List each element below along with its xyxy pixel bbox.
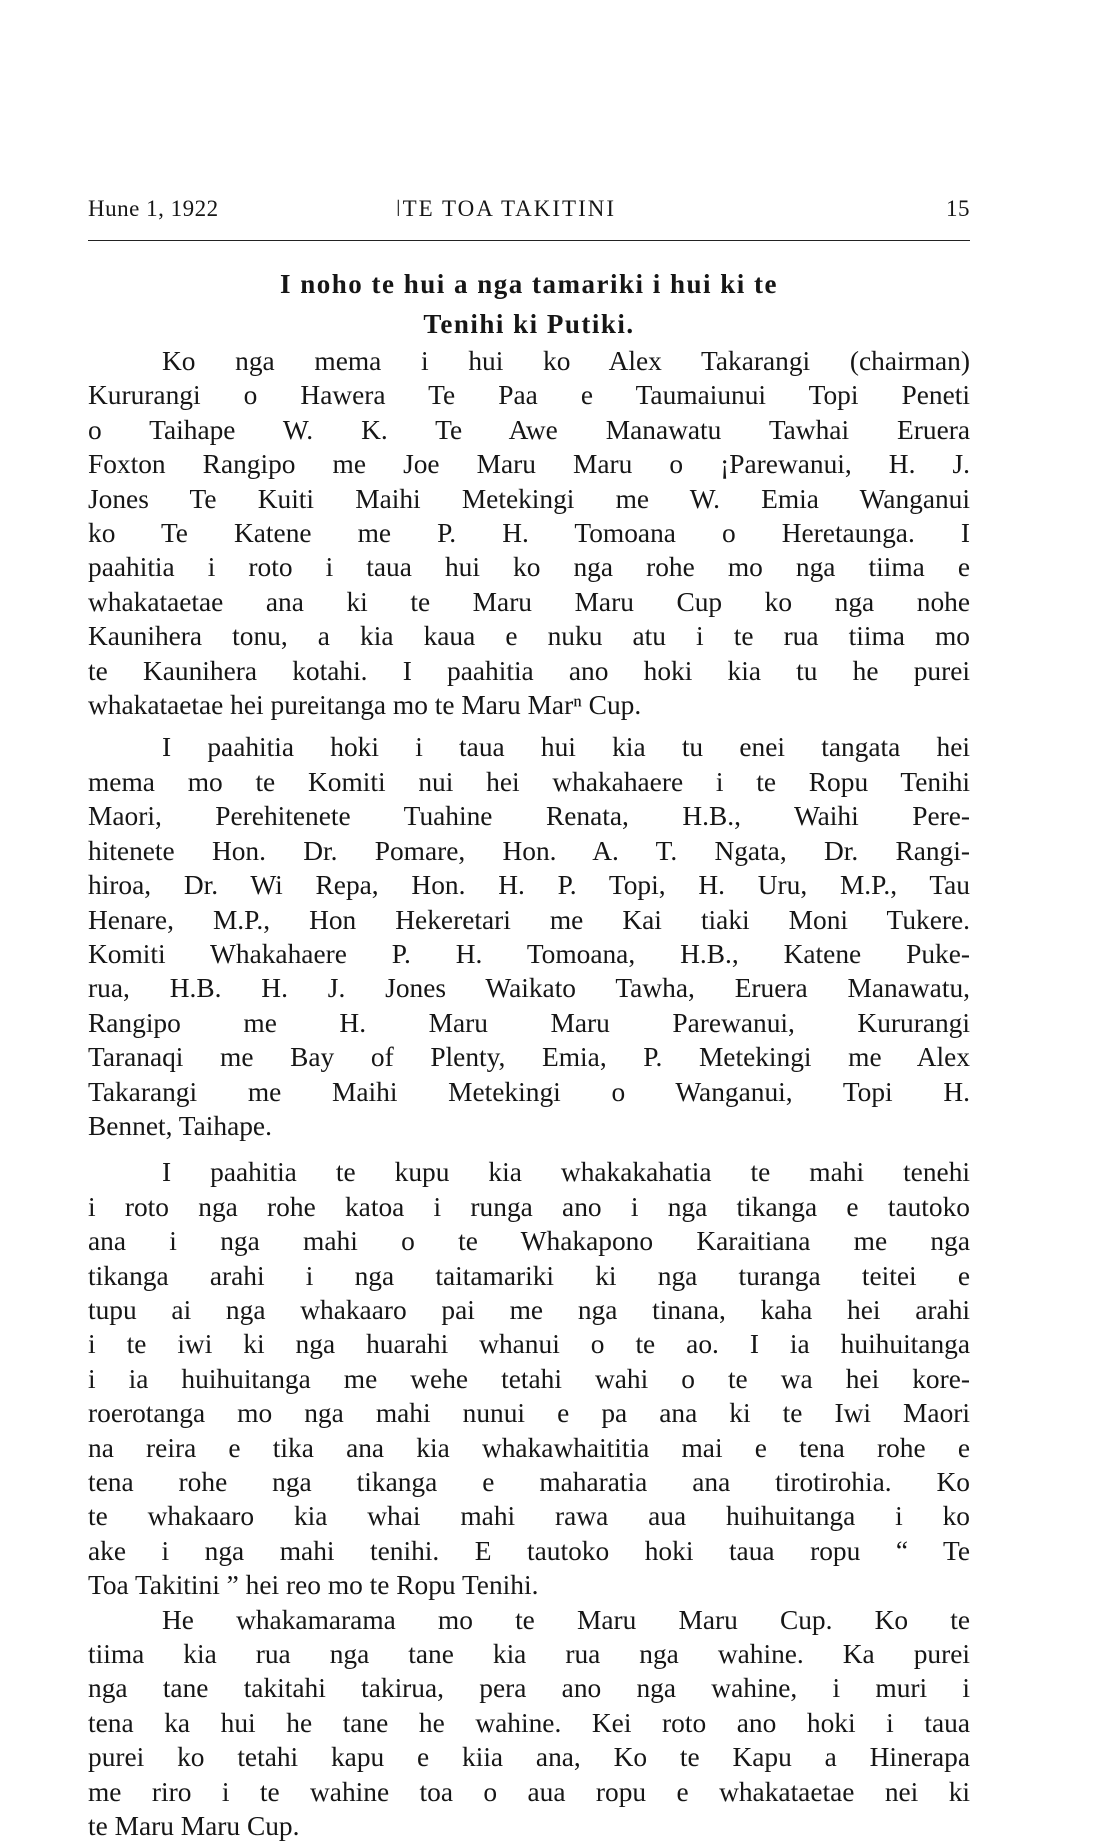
- text-line: Ko nga mema i hui ko Alex Takarangi (chairman): [162, 346, 970, 376]
- text-line: He whakamarama mo te Maru Maru Cup. Ko te: [162, 1604, 970, 1635]
- paragraph-2: [88, 730, 970, 1143]
- text-line: tena rohe nga tikanga e maharatia ana tirotirohia. Ko: [88, 1467, 970, 1497]
- text-line: I paahitia hoki i taua hui kia tu enei tangata hei: [162, 732, 970, 763]
- header-title: ǀTE TOA TAKITINI: [396, 196, 617, 221]
- paragraph-3: [88, 1155, 970, 1602]
- text-line: Taranaqi me Bay of Plenty, Emia, P. Metekingi me Alex: [88, 1042, 970, 1073]
- text-line: o Taihape W. K. Te Awe Manawatu Tawhai Eruera: [88, 414, 970, 445]
- document-page: [88, 196, 970, 1843]
- text-line: hiroa, Dr. Wi Repa, Hon. H. P. Topi, H. Uru, M.P., Tau: [88, 870, 970, 901]
- text-line: te Kaunihera kotahi. I paahitia ano hoki kia tu he purei: [88, 655, 970, 686]
- running-header: [88, 196, 970, 232]
- paragraph-4: [88, 1603, 970, 1843]
- text-line: paahitia i roto i taua hui ko nga rohe mo nga tiima e: [88, 552, 970, 583]
- text-line: Henare, M.P., Hon Hekeretari me Kai tiaki Moni Tukere.: [88, 904, 970, 935]
- text-line: rua, H.B. H. J. Jones Waikato Tawha, Eruera Manawatu,: [88, 973, 970, 1004]
- text-line: i roto nga rohe katoa i runga ano i nga tikanga e tautoko: [88, 1191, 970, 1222]
- text-line: Toa Takitini ” hei reo mo te Ropu Tenihi.: [88, 1570, 539, 1601]
- text-line: tikanga arahi i nga taitamariki ki nga turanga teitei e: [88, 1260, 970, 1291]
- text-line: Jones Te Kuiti Maihi Metekingi me W. Emia Wanganui: [88, 483, 970, 514]
- text-line: Bennet, Taihape.: [88, 1110, 272, 1141]
- text-line: Kururangi o Hawera Te Paa e Taumaiunui Topi Peneti: [88, 380, 970, 411]
- text-line: i ia huihuitanga me wehe tetahi wahi o te wa hei kore-: [88, 1363, 970, 1394]
- text-line: Kaunihera tonu, a kia kaua e nuku atu i te rua tiima mo: [88, 621, 970, 652]
- text-line: Rangipo me H. Maru Maru Parewanui, Kururangi: [88, 1007, 970, 1038]
- text-line: I paahitia te kupu kia whakakahatia te mahi tenehi: [162, 1157, 970, 1188]
- text-line: ana i nga mahi o te Whakapono Karaitiana me nga: [88, 1226, 970, 1257]
- text-line: te Maru Maru Cup.: [88, 1811, 300, 1842]
- page-number: 15: [946, 196, 970, 221]
- heading-line: Tenihi ki Putiki.: [423, 309, 635, 339]
- text-line: Foxton Rangipo me Joe Maru Maru o ¡Parewanui, H. J.: [88, 449, 970, 480]
- paragraph-1: [88, 344, 970, 722]
- header-rule: [88, 240, 970, 241]
- text-line: tena ka hui he tane he wahine. Kei roto ano hoki i taua: [88, 1707, 970, 1738]
- heading-line: I noho te hui a nga tamariki i hui ki te: [279, 269, 779, 299]
- text-line: Takarangi me Maihi Metekingi o Wanganui, Topi H.: [88, 1076, 970, 1107]
- text-line: whakataetae hei pureitanga mo te Maru Marⁿ Cup.: [88, 690, 642, 721]
- article-heading: [88, 264, 970, 344]
- text-line: purei ko tetahi kapu e kiia ana, Ko te Kapu a Hinerapa: [88, 1742, 970, 1773]
- text-line: ake i nga mahi tenihi. E tautoko hoki taua ropu “ Te: [88, 1535, 970, 1566]
- text-line: hitenete Hon. Dr. Pomare, Hon. A. T. Ngata, Dr. Rangi-: [88, 835, 970, 866]
- text-line: te whakaaro kia whai mahi rawa aua huihuitanga i ko: [88, 1501, 970, 1532]
- text-line: tupu ai nga whakaaro pai me nga tinana, kaha hei arahi: [88, 1294, 970, 1325]
- text-line: whakataetae ana ki te Maru Maru Cup ko nga nohe: [88, 586, 970, 617]
- text-line: na reira e tika ana kia whakawhaititia mai e tena rohe e: [88, 1432, 970, 1463]
- text-line: ko Te Katene me P. H. Tomoana o Heretaunga. I: [88, 518, 970, 549]
- text-line: tiima kia rua nga tane kia rua nga wahine. Ka purei: [88, 1639, 970, 1670]
- header-date: Hune 1, 1922: [88, 196, 219, 221]
- text-line: nga tane takitahi takirua, pera ano nga wahine, i muri i: [88, 1673, 970, 1704]
- text-line: roerotanga mo nga mahi nunui e pa ana ki te Iwi Maori: [88, 1398, 970, 1429]
- text-line: i te iwi ki nga huarahi whanui o te ao. I ia huihuitanga: [88, 1329, 970, 1360]
- text-line: Komiti Whakahaere P. H. Tomoana, H.B., Katene Puke-: [88, 938, 970, 969]
- text-line: me riro i te wahine toa o aua ropu e whakataetae nei ki: [88, 1776, 970, 1807]
- text-line: mema mo te Komiti nui hei whakahaere i te Ropu Tenihi: [88, 766, 970, 797]
- text-line: Maori, Perehitenete Tuahine Renata, H.B., Waihi Pere-: [88, 801, 970, 832]
